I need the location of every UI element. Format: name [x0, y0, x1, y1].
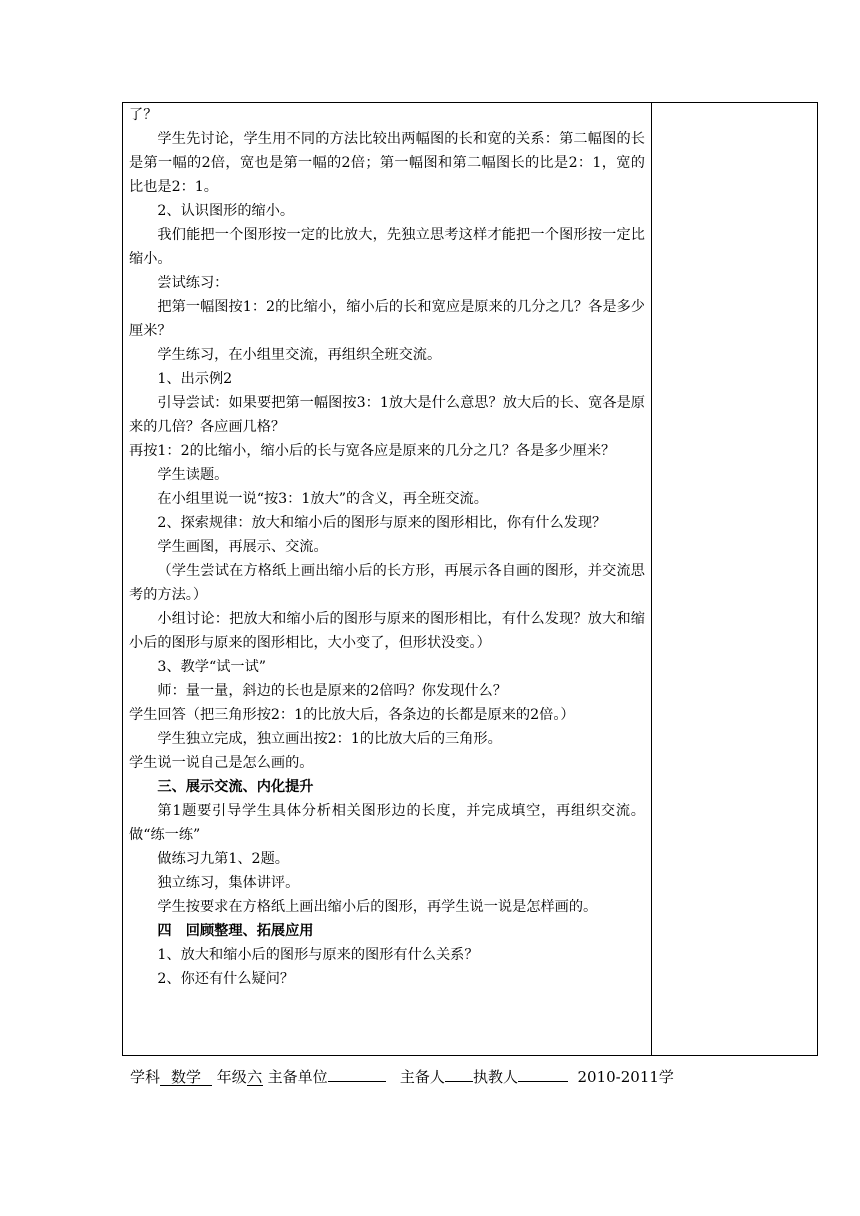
unit-value: [328, 1081, 386, 1082]
content-paragraph: 2、认识图形的缩小。: [157, 203, 295, 219]
content-paragraph: 学生练习，在小组里交流，再组织全班交流。: [157, 347, 442, 363]
content-paragraph: （学生尝试在方格纸上画出缩小后的长方形，再展示各自画的图形，并交流思考的方法。）: [129, 563, 645, 603]
preparer-label: 主备人: [399, 1068, 445, 1086]
content-paragraph: 在小组里说一说“按3：1放大”的含义，再全班交流。: [157, 491, 488, 507]
content-paragraph: 独立练习，集体讲评。: [157, 875, 300, 891]
content-paragraph: 学生独立完成，独立画出按2：1的比放大后的三角形。: [157, 731, 502, 747]
unit-label: 主备单位: [267, 1068, 328, 1086]
grade-label: 年级: [216, 1068, 247, 1086]
notes-cell: [652, 103, 817, 1055]
content-paragraph: 1、放大和缩小后的图形与原来的图形有什么关系？: [157, 947, 479, 963]
content-paragraph: 2、你还有什么疑问？: [157, 971, 295, 987]
content-paragraph: 学生按要求在方格纸上画出缩小后的图形，再学生说一说是怎样画的。: [157, 899, 598, 915]
content-paragraph: 学生读题。: [157, 467, 229, 483]
preparer-value: [445, 1081, 473, 1082]
content-paragraph: 3、教学“试一试”: [157, 659, 267, 675]
footer-line: [130, 1066, 830, 1087]
content-paragraph: 四 回顾整理、拓展应用: [157, 923, 314, 939]
grade-value: 六: [247, 1068, 263, 1086]
content-paragraph: 小组讨论：把放大和缩小后的图形与原来的图形相比，有什么发现？放大和缩小后的图形与原来的图形相比，大小变了，但形状没变。）: [129, 611, 645, 651]
school-year: 2010-2011学: [577, 1068, 674, 1086]
content-paragraph: 第1题要引导学生具体分析相关图形边的长度，并完成填空，再组织交流。做“练一练”: [129, 803, 645, 843]
content-paragraph: 引导尝试：如果要把第一幅图按3：1放大是什么意思？放大后的长、宽各是原来的几倍？各应画几格？: [129, 395, 645, 435]
subject-value: 数学: [160, 1069, 212, 1086]
content-paragraph: 学生回答（把三角形按2：1的比放大后，各条边的长都是原来的2倍。）: [129, 707, 575, 723]
content-paragraph: 我们能把一个图形按一定的比放大，先独立思考这样才能把一个图形按一定比缩小。: [129, 227, 645, 267]
content-paragraph: 再按1：2的比缩小，缩小后的长与宽各应是原来的几分之几？各是多少厘米？: [129, 443, 616, 459]
content-paragraph: 2、探索规律：放大和缩小后的图形与原来的图形相比，你有什么发现？: [157, 515, 607, 531]
content-paragraph: 学生先讨论，学生用不同的方法比较出两幅图的长和宽的关系：第二幅图的长是第一幅的2倍，宽也是第一幅的2倍；第一幅图和第二幅图长的比是2：1，宽的比也是2：1。: [129, 131, 645, 195]
content-paragraph: 学生说一说自己是怎么画的。: [129, 755, 314, 771]
content-paragraph: 1、出示例2: [157, 371, 233, 387]
content-paragraph: 师：量一量，斜边的长也是原来的2倍吗？你发现什么？: [157, 683, 507, 699]
teacher-label: 执教人: [472, 1068, 518, 1086]
content-paragraph: 把第一幅图按1：2的比缩小，缩小后的长和宽应是原来的几分之几？各是多少厘米？: [129, 299, 645, 339]
teacher-value: [518, 1081, 568, 1082]
content-paragraph: 尝试练习：: [157, 275, 229, 291]
content-paragraph: 了？: [129, 107, 158, 123]
subject-label: 学科: [130, 1068, 161, 1086]
lesson-plan-table: [122, 102, 818, 1056]
content-paragraph: 学生画图，再展示、交流。: [157, 539, 328, 555]
content-paragraph: 三、展示交流、内化提升: [157, 779, 314, 795]
content-paragraph: 做练习九第1、2题。: [157, 851, 289, 867]
lesson-content-cell: [129, 103, 645, 991]
